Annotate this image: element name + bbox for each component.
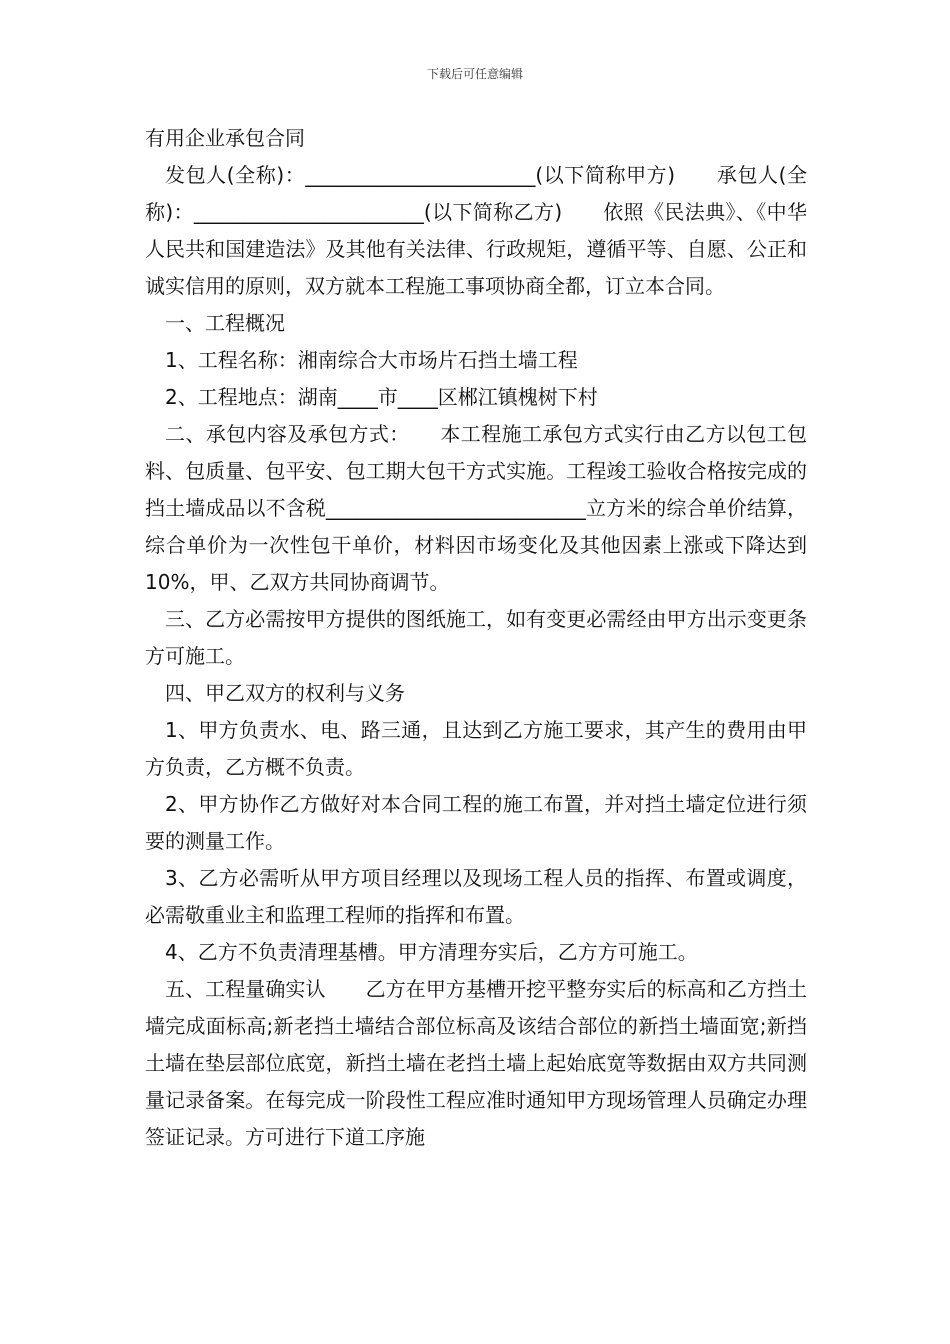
paragraph-quantity-confirmation: 五、工程量确实认 乙方在甲方基槽开挖平整夯实后的标高和乙方挡土墙完成面标高;新老挡土墙结合部位标高及该结合部位的新挡土墙面宽;新挡土墙在垫层部位底宽，新挡土墙在老挡土墙上起始底宽等数据由双方共同测量记录备案。在每完成一阶段性工程应准时通知甲方现场管理人员确定办理签证记录。方可进行下道工序施 [145, 977, 807, 1149]
paragraph-duty-1: 1、甲方负责水、电、路三通，且达到乙方施工要求，其产生的费用由甲方负责，乙方概不负责。 [145, 718, 807, 779]
paragraph-parties: 发包人(全称)：_______________________(以下简称甲方) 承包人(全称)：_______________________(以下简称乙方) 依照《民法典》、《中华人民共和国建造法》及其他有关法律、行政规矩，遵循平等、自愿、公正和诚实信用的原则，双方就本工程施工事项协商全都，订立本合同。 [145, 163, 807, 298]
paragraph-duty-4: 4、乙方不负责清理基槽。甲方清理夯实后，乙方方可施工。 [165, 940, 698, 964]
paragraph-project-location: 2、工程地点：湖南____市____区郴江镇槐树下村 [165, 385, 598, 409]
paragraph-drawings: 三、乙方必需按甲方提供的图纸施工，如有变更必需经由甲方出示变更条方可施工。 [145, 607, 807, 668]
document-body [145, 120, 807, 1156]
paragraph-contract-scope: 二、承包内容及承包方式： 本工程施工承包方式实行由乙方以包工包料、包质量、包平安、包工期大包干方式实施。工程竣工验收合格按完成的挡土墙成品以不含税__________________________立方米的综合单价结算，综合单价为一次性包干单价，材料因市场变化及其他因素上涨或下降达到10%，甲、乙双方共同协商调节。 [145, 422, 807, 594]
page-header-note: 下载后可任意编辑 [426, 67, 523, 81]
document-title: 有用企业承包合同 [145, 126, 305, 150]
section-heading-4: 四、甲乙双方的权利与义务 [165, 681, 405, 705]
paragraph-duty-3: 3、乙方必需听从甲方项目经理以及现场工程人员的指挥、布置或调度，必需敬重业主和监理工程师的指挥和布置。 [145, 866, 807, 927]
section-heading-1: 一、工程概况 [165, 311, 285, 335]
paragraph-duty-2: 2、甲方协作乙方做好对本合同工程的施工布置，并对挡土墙定位进行须要的测量工作。 [145, 792, 807, 853]
paragraph-project-name: 1、工程名称：湘南综合大市场片石挡土墙工程 [165, 348, 578, 372]
